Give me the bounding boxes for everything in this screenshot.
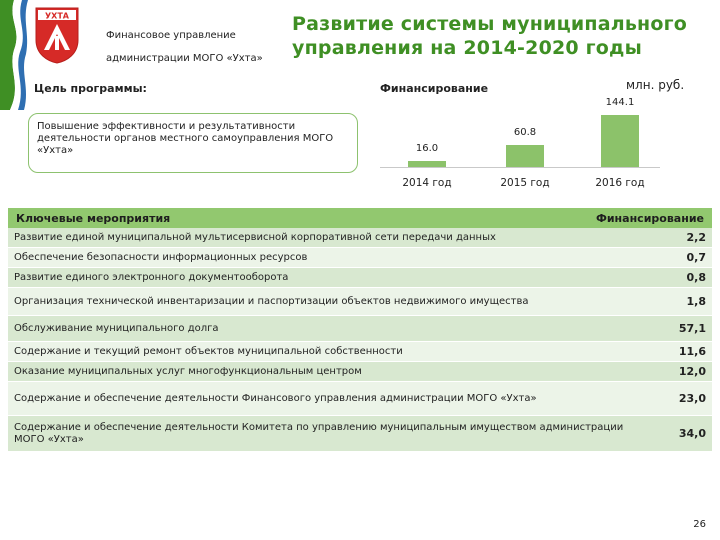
emblem-text: УХТА: [45, 11, 69, 21]
measure-financing: 12,0: [678, 365, 706, 378]
measure-name: Оказание муниципальных услуг многофункциональным центром: [14, 365, 362, 377]
measure-name: Содержание и обеспечение деятельности Комитета по управлению муниципальным имуществом администрации МОГО «Ухта»: [14, 421, 624, 445]
title-line1: Развитие системы муниципального: [292, 13, 688, 35]
table-header: [8, 208, 712, 228]
measure-name: Содержание и обеспечение деятельности Финансового управления администрации МОГО «Ухта»: [14, 392, 537, 404]
chart-bar: [506, 145, 544, 167]
org-name-line2: администрации МОГО «Ухта»: [106, 53, 263, 64]
measure-name: Обслуживание муниципального долга: [14, 322, 219, 334]
measure-financing: 2,2: [686, 231, 706, 244]
measure-financing: 11,6: [678, 345, 706, 358]
measure-name: Обеспечение безопасности информационных ресурсов: [14, 251, 308, 263]
measure-name: Содержание и текущий ремонт объектов муниципальной собственности: [14, 345, 403, 357]
chart-category-label: 2016 год: [595, 177, 645, 189]
table-row: [8, 248, 712, 268]
org-name-line1: Финансовое управление: [106, 30, 236, 41]
chart-value-label: 60.8: [513, 127, 537, 138]
chart-bar: [408, 161, 446, 167]
chart-value-label: 16.0: [415, 143, 439, 154]
title-line2: управления на 2014-2020 годы: [292, 37, 642, 59]
table-row: [8, 382, 712, 416]
measure-financing: 57,1: [678, 322, 706, 335]
table-header-financing: Финансирование: [595, 211, 704, 225]
measure-name: Организация технической инвентаризации и паспортизации объектов недвижимого имущества: [14, 295, 529, 307]
table-row: [8, 316, 712, 342]
table-row: [8, 228, 712, 248]
measure-financing: 0,7: [686, 251, 706, 264]
chart-axis-line: [380, 167, 660, 168]
units-label: млн. руб.: [626, 78, 685, 92]
chart-category-label: 2014 год: [402, 177, 452, 189]
goal-label: Цель программы:: [34, 82, 147, 95]
page-number: 26: [693, 519, 706, 530]
measure-financing: 1,8: [686, 295, 706, 308]
table-header-measures: Ключевые мероприятия: [16, 211, 171, 225]
decorative-wave: [0, 0, 30, 110]
chart-value-label: 144.1: [605, 97, 635, 108]
measure-financing: 34,0: [678, 427, 706, 440]
goal-text: Повышение эффективности и результативности деятельности органов местного самоуправления МОГО «Ухта»: [37, 121, 334, 156]
chart-category-label: 2015 год: [500, 177, 550, 189]
table-body: [8, 228, 712, 452]
table-row: [8, 416, 712, 452]
table-row: [8, 362, 712, 382]
chart-bar: [601, 115, 639, 167]
goal-box: [28, 113, 358, 173]
table-row: [8, 268, 712, 288]
chart-title: Финансирование: [380, 82, 489, 95]
measure-name: Развитие единого электронного документооборота: [14, 271, 289, 283]
page-title: [292, 12, 702, 60]
table-row: [8, 288, 712, 316]
table-row: [8, 342, 712, 362]
coat-of-arms-emblem: [34, 6, 80, 64]
measure-financing: 23,0: [678, 392, 706, 405]
financing-chart: [380, 92, 680, 202]
key-measures-table: [8, 208, 712, 452]
measure-name: Развитие единой муниципальной мультисервисной корпоративной сети передачи данных: [14, 231, 496, 243]
measure-financing: 0,8: [686, 271, 706, 284]
